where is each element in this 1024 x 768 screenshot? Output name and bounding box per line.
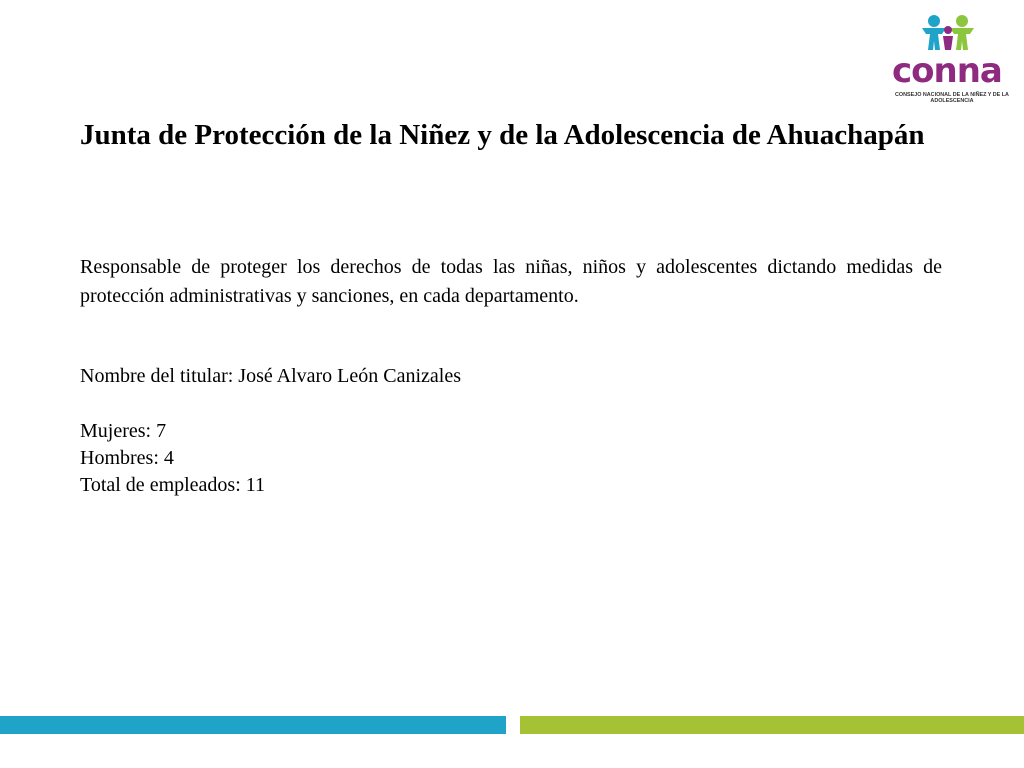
men-count: Hombres: 4 [80, 447, 174, 469]
conna-logo [888, 14, 1012, 105]
description-text: Responsable de proteger los derechos de todas las niñas, niños y adolescentes dictando medidas de protección administrativas y sanciones, en cada departamento. [80, 256, 942, 307]
children-figures-icon [918, 14, 982, 52]
total-employees: Total de empleados: 11 [80, 474, 266, 496]
footer-bar-green [520, 716, 1024, 734]
page-title: Junta de Protección de la Niñez y de la Adolescencia de Ahuachapán [80, 119, 925, 151]
holder-name: Nombre del titular: José Alvaro León Canizales [80, 365, 462, 387]
footer-bar-blue [0, 716, 506, 734]
logo-wordmark: conna [892, 51, 1002, 91]
logo-tagline: CONSEJO NACIONAL DE LA NIÑEZ Y DE LA ADOLESCENCIA [895, 92, 1009, 105]
women-count: Mujeres: 7 [80, 420, 167, 442]
